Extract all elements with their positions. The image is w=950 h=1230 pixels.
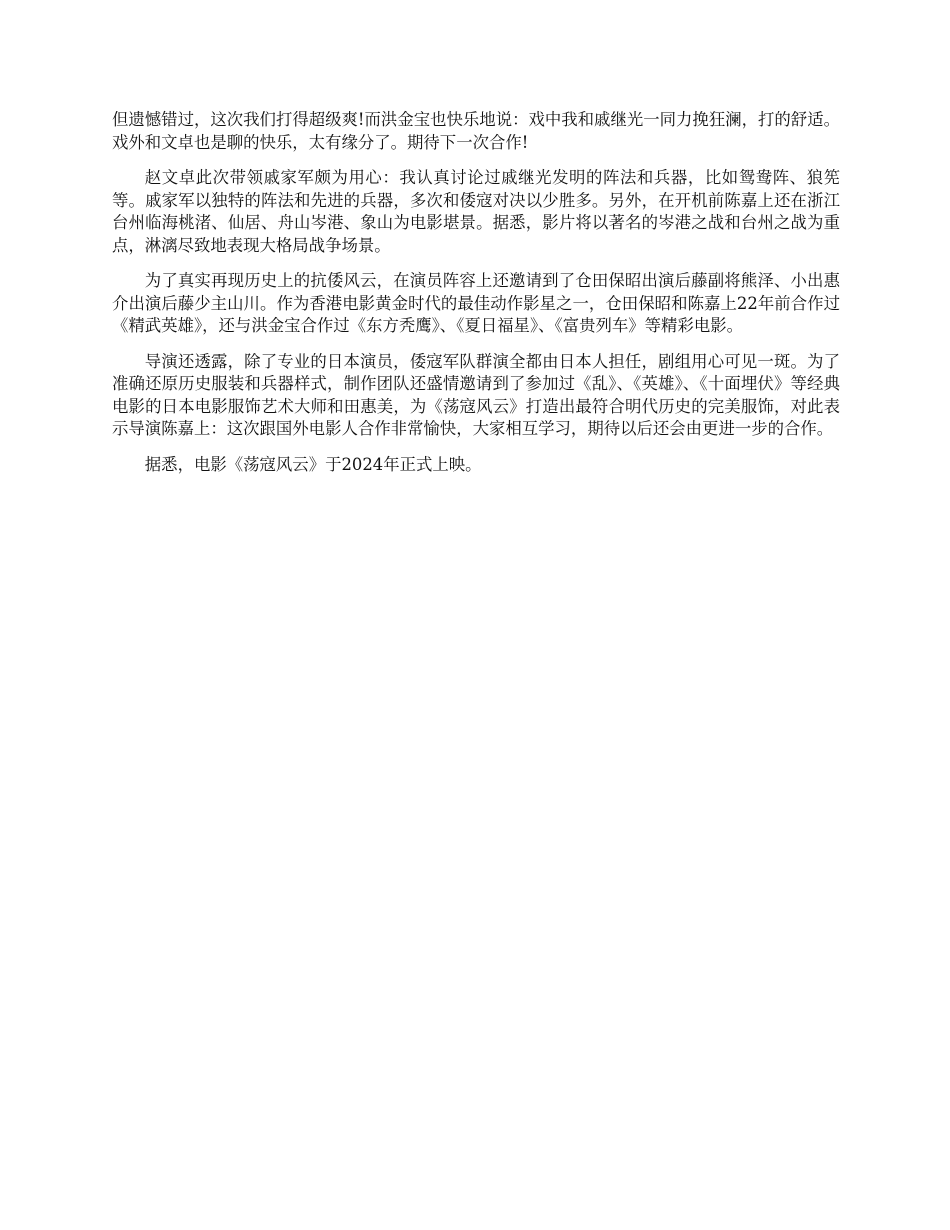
- paragraph-3: 为了真实再现历史上的抗倭风云，在演员阵容上还邀请到了仓田保昭出演后藤副将熊泽、小出惠介出演后藤少主山川。作为香港电影黄金时代的最佳动作影星之一，仓田保昭和陈嘉上22年前合作过《精武英雄》，还与洪金宝合作过《东方秃鹰》、《夏日福星》、《富贵列车》等精彩电影。: [112, 271, 840, 335]
- article-body: [112, 109, 840, 489]
- paragraph-4: 导演还透露，除了专业的日本演员，倭寇军队群演全都由日本人担任，剧组用心可见一斑。为了准确还原历史服装和兵器样式，制作团队还盛情邀请到了参加过《乱》、《英雄》、《十面埋伏》等经典电影的日本电影服饰艺术大师和田惠美，为《荡寇风云》打造出最符合明代历史的完美服饰，对此表示导演陈嘉上：这次跟国外电影人合作非常愉快，大家相互学习，期待以后还会由更进一步的合作。: [112, 351, 840, 438]
- paragraph-2: 赵文卓此次带领戚家军颇为用心：我认真讨论过戚继光发明的阵法和兵器，比如鸳鸯阵、狼筅等。戚家军以独特的阵法和先进的兵器，多次和倭寇对决以少胜多。另外，在开机前陈嘉上还在浙江台州临海桃渚、仙居、舟山岑港、象山为电影堪景。据悉，影片将以著名的岑港之战和台州之战为重点，淋漓尽致地表现大格局战争场景。: [112, 168, 840, 255]
- paragraph-5: 据悉，电影《荡寇风云》于2024年正式上映。: [144, 454, 482, 474]
- paragraph-1: 但遗憾错过，这次我们打得超级爽!而洪金宝也快乐地说：戏中我和戚继光一同力挽狂澜，打的舒适。戏外和文卓也是聊的快乐，太有缘分了。期待下一次合作!: [112, 110, 840, 152]
